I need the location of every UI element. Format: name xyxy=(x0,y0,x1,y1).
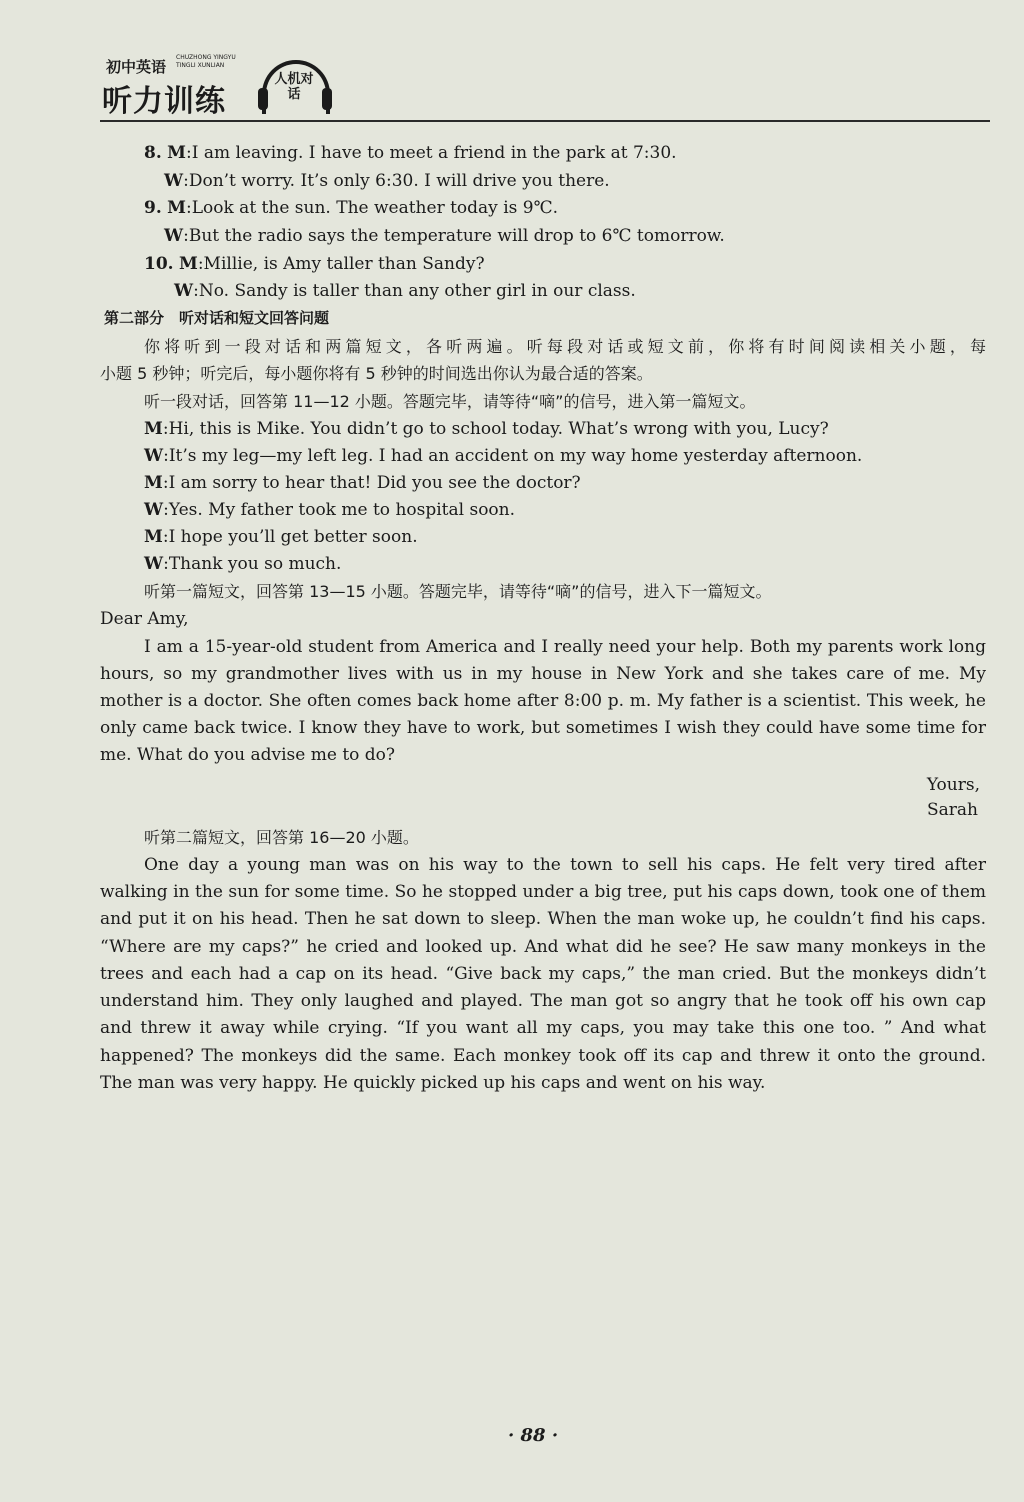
dialogue-line: W:But the radio says the temperature will drop to 6℃ tomorrow. xyxy=(164,226,725,246)
dialogue-line: 8. M:I am leaving. I have to meet a friend in the park at 7:30. xyxy=(144,143,677,163)
passage-line: happened? The monkeys did the same. Each monkey took off its cap and threw it onto the ground. xyxy=(100,1046,986,1066)
letter-closing: Yours, xyxy=(926,775,980,795)
letter-line: only came back twice. I know they have to work, but sometimes I wish they could have some time for xyxy=(100,718,986,738)
series-pinyin: CHUZHONG YINGYU TINGLI XUNLIAN xyxy=(176,54,236,69)
dialogue-line: W:It’s my leg—my left leg. I had an accident on my way home yesterday afternoon. xyxy=(144,446,863,466)
section-title: 第二部分 听对话和短文回答问题 xyxy=(104,309,330,327)
passage-line: One day a young man was on his way to the town to sell his caps. He felt very tired after xyxy=(144,855,986,875)
dialogue-line: W:Thank you so much. xyxy=(144,554,342,574)
letter-line: I am a 15-year-old student from America and I really need your help. Both my parents work long xyxy=(144,637,986,657)
passage-line: “Where are my caps?” he cried and looked up. And what did he see? He saw many monkeys in the xyxy=(100,937,986,957)
passage-line: and put it on his head. Then he sat down to sleep. When the man woke up, he couldn’t find his caps. xyxy=(100,909,986,929)
passage-instruction: 听第二篇短文，回答第 16—20 小题。 xyxy=(144,828,419,847)
section-intro: 小题 5 秒钟；听完后，每小题你将有 5 秒钟的时间选出你认为最合适的答案。 xyxy=(100,364,653,383)
page-header xyxy=(100,50,990,124)
series-subtitle: 初中英语 xyxy=(106,58,167,76)
passage-line: The man was very happy. He quickly picked up his caps and went on his way. xyxy=(100,1073,766,1093)
passage-line: understand him. They only laughed and played. The man got so angry that he took off his own cap xyxy=(100,991,986,1011)
letter-line: hours, so my grandmother lives with us in my house in New York and she takes care of me. My xyxy=(100,664,986,684)
page-number: · 88 · xyxy=(508,1425,559,1446)
dialogue-line: W:No. Sandy is taller than any other girl in our class. xyxy=(174,281,636,301)
letter-signature: Sarah xyxy=(927,800,978,820)
letter-line: me. What do you advise me to do? xyxy=(100,745,396,765)
dialogue-line: M:I am sorry to hear that! Did you see the doctor? xyxy=(144,473,581,493)
section-intro: 你将听到一段对话和两篇短文，各听两遍。听每段对话或短文前，你将有时间阅读相关小题，每 xyxy=(144,337,986,356)
letter-line: mother is a doctor. She often comes back home after 8:00 p. m. My father is a scientist. This week, he xyxy=(100,691,986,711)
dialogue-line: M:I hope you’ll get better soon. xyxy=(144,527,418,547)
letter-greeting: Dear Amy, xyxy=(100,609,189,629)
passage-line: walking in the sun for some time. So he stopped under a big tree, put his caps down, took one of them xyxy=(100,882,986,902)
passage-instruction: 听第一篇短文，回答第 13—15 小题。答题完毕，请等待“嘀”的信号，进入下一篇短文。 xyxy=(144,582,772,601)
series-title: 听力训练 xyxy=(102,84,226,119)
header-divider xyxy=(100,120,990,122)
dialogue-line: W:Don’t worry. It’s only 6:30. I will drive you there. xyxy=(164,171,610,191)
passage-line: and threw it away while crying. “If you want all my caps, you may take this one too. ” And what xyxy=(100,1018,986,1038)
passage-line: trees and each had a cap on its head. “Give back my caps,” the man cried. But the monkeys didn’t xyxy=(100,964,986,984)
dialogue-line: M:Hi, this is Mike. You didn’t go to school today. What’s wrong with you, Lucy? xyxy=(144,419,829,439)
dialogue-line: 10. M:Millie, is Amy taller than Sandy? xyxy=(144,254,485,274)
dialogue-instruction: 听一段对话，回答第 11—12 小题。答题完毕，请等待“嘀”的信号，进入第一篇短文。 xyxy=(144,392,756,411)
headphone-icon xyxy=(256,60,332,116)
badge-text: 人机对话 xyxy=(274,72,314,102)
dialogue-line: 9. M:Look at the sun. The weather today is 9℃. xyxy=(144,198,558,218)
dialogue-line: W:Yes. My father took me to hospital soon. xyxy=(144,500,516,520)
